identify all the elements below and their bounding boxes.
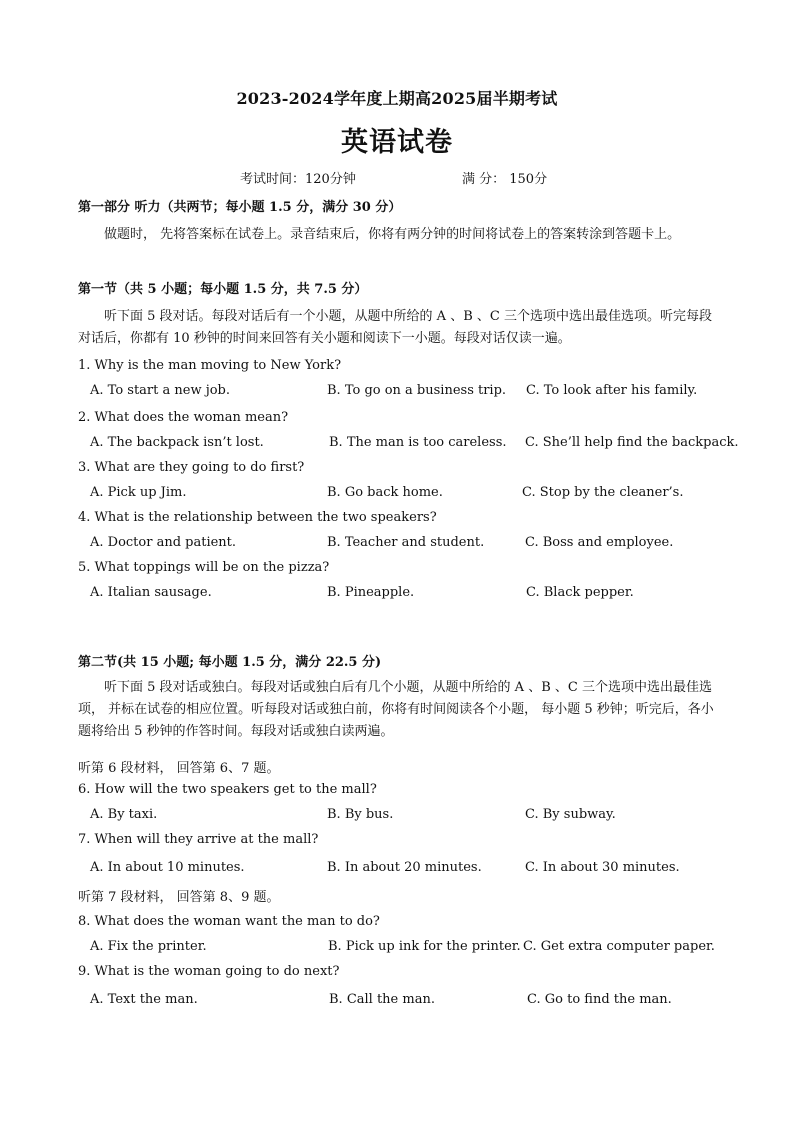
part1-heading: 第一部分 听力（共两节；每小题 1.5 分，满分 30 分） — [78, 200, 402, 215]
question-9: 9. What is the woman going to do next? — [78, 964, 340, 979]
q5-option-a: A. Italian sausage. — [90, 585, 212, 600]
full-score: 满 分： 150分 — [462, 172, 548, 187]
q6-option-b: B. By bus. — [327, 807, 394, 822]
q1-option-b: B. To go on a business trip. — [327, 383, 507, 398]
q3-option-c: C. Stop by the cleaner’s. — [522, 485, 684, 500]
section2-heading: 第二节(共 15 小题; 每小题 1.5 分，满分 22.5 分) — [78, 655, 382, 670]
q3-option-a: A. Pick up Jim. — [90, 485, 187, 500]
q1-option-c: C. To look after his family. — [526, 383, 698, 398]
exam-top-title: 2023-2024学年度上期高2025届半期考试 — [236, 89, 558, 108]
material-8-9-label: 听第 7 段材料， 回答第 8、9 题。 — [78, 890, 280, 905]
part1-instruction: 做题时， 先将答案标在试卷上。录音结束后，你将有两分钟的时间将试卷上的答案转涂到答题卡上。 — [104, 227, 681, 242]
question-8: 8. What does the woman want the man to do? — [78, 914, 380, 929]
question-5: 5. What toppings will be on the pizza? — [78, 560, 330, 575]
q2-option-a: A. The backpack isn’t lost. — [90, 435, 264, 450]
q9-option-b: B. Call the man. — [329, 992, 435, 1007]
question-2: 2. What does the woman mean? — [78, 410, 289, 425]
q2-option-b: B. The man is too careless. — [329, 435, 507, 450]
q4-option-c: C. Boss and employee. — [525, 535, 674, 550]
q5-option-c: C. Black pepper. — [526, 585, 634, 600]
q8-option-c: C. Get extra computer paper. — [523, 939, 715, 954]
q6-option-c: C. By subway. — [525, 807, 616, 822]
q9-option-a: A. Text the man. — [90, 992, 198, 1007]
q8-option-b: B. Pick up ink for the printer. — [328, 939, 521, 954]
material-6-7-label: 听第 6 段材料， 回答第 6、7 题。 — [78, 761, 280, 776]
q7-option-c: C. In about 30 minutes. — [525, 860, 680, 875]
question-7: 7. When will they arrive at the mall? — [78, 832, 319, 847]
q8-option-a: A. Fix the printer. — [90, 939, 207, 954]
q2-option-c: C. She’ll help find the backpack. — [525, 435, 739, 450]
section1-heading: 第一节（共 5 小题；每小题 1.5 分，共 7.5 分） — [78, 282, 368, 297]
exam-main-title: 英语试卷 — [341, 127, 453, 158]
q9-option-c: C. Go to find the man. — [527, 992, 672, 1007]
q5-option-b: B. Pineapple. — [327, 585, 415, 600]
q4-option-b: B. Teacher and student. — [327, 535, 485, 550]
q3-option-b: B. Go back home. — [327, 485, 443, 500]
q7-option-a: A. In about 10 minutes. — [90, 860, 245, 875]
q4-option-a: A. Doctor and patient. — [90, 535, 237, 550]
section2-instruction: 听下面 5 段对话或独白。每段对话或独白后有几个小题，从题中所给的 A 、B 、C 三个选项中选出最佳选项， 并标在试卷的相应位置。听每段对话或独白前，你将有时间阅读各个小题， 每小题 5 秒钟；听完后，各小题将给出 5 秒钟的作答时间。每段对话或独白读两遍。 — [78, 680, 714, 739]
question-3: 3. What are they going to do first? — [78, 460, 305, 475]
q1-option-a: A. To start a new job. — [90, 383, 231, 398]
question-6: 6. How will the two speakers get to the mall? — [78, 782, 377, 797]
q6-option-a: A. By taxi. — [90, 807, 158, 822]
exam-time: 考试时间：120分钟 — [240, 172, 356, 187]
section1-instruction: 听下面 5 段对话。每段对话后有一个小题，从题中所给的 A 、B 、C 三个选项中选出最佳选项。听完每段对话后，你都有 10 秒钟的时间来回答有关小题和阅读下一小题。每段对话仅读一遍。 — [78, 309, 712, 346]
q7-option-b: B. In about 20 minutes. — [327, 860, 482, 875]
question-4: 4. What is the relationship between the two speakers? — [78, 510, 437, 525]
question-1: 1. Why is the man moving to New York? — [78, 358, 342, 373]
